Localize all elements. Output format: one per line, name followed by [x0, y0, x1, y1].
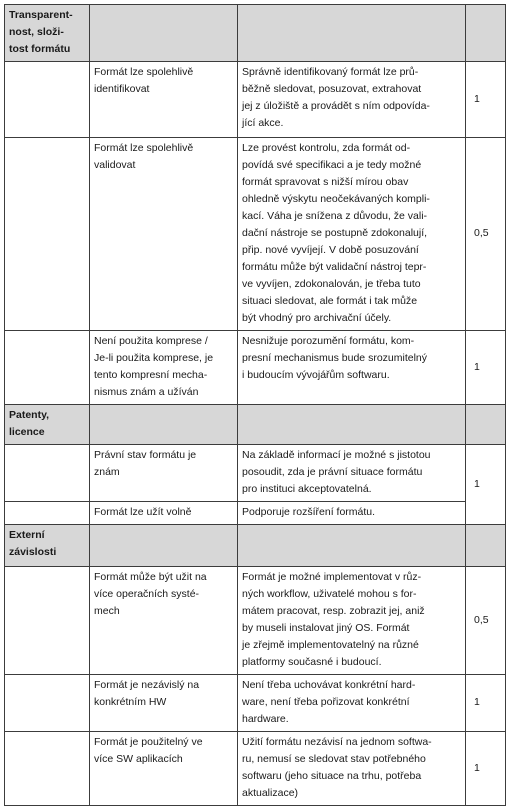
table-row [5, 675, 506, 732]
empty-cell [5, 331, 90, 405]
empty-cell [5, 62, 90, 138]
criterion-cell: Formát je nezávislý na konkrétním HW [90, 675, 238, 732]
score-cell: 1 [466, 331, 506, 405]
section-label: Patenty, licence [5, 405, 90, 445]
table-row [5, 502, 506, 525]
score-cell: 1 [466, 732, 506, 806]
description-cell: Formát je možné implementovat v růz- ných workflow, uživatelé mohou s for- mátem pracovat, resp. zobrazit jej, aniž by museli instalovat jiný OS. Formát je zřejmě implementovatelný na různé platformy současné i budoucí. [238, 567, 466, 675]
empty-cell [466, 405, 506, 445]
score-cell: 0,5 [466, 138, 506, 331]
empty-cell [238, 525, 466, 567]
description-cell: Na základě informací je možné s jistotou posoudit, zda je právní situace formátu pro instituci akceptovatelná. [238, 445, 466, 502]
empty-cell [5, 675, 90, 732]
criterion-cell: Formát lze spolehlivě identifikovat [90, 62, 238, 138]
table-row [5, 62, 506, 138]
table-row [5, 138, 506, 331]
section-row [5, 5, 506, 62]
empty-cell [5, 502, 90, 525]
empty-cell [466, 5, 506, 62]
criterion-cell: Formát může být užit na více operačních systé- mech [90, 567, 238, 675]
empty-cell [5, 732, 90, 806]
criterion-cell: Formát lze užít volně [90, 502, 238, 525]
table-body [5, 5, 506, 806]
format-criteria-table [4, 4, 506, 806]
empty-cell [238, 405, 466, 445]
section-row [5, 405, 506, 445]
table-row [5, 567, 506, 675]
table-row [5, 331, 506, 405]
criterion-cell: Není použita komprese / Je-li použita komprese, je tento kompresní mecha- nismus znám a užíván [90, 331, 238, 405]
score-cell: 1 [466, 445, 506, 525]
score-cell: 1 [466, 62, 506, 138]
criterion-cell: Formát je použitelný ve více SW aplikacích [90, 732, 238, 806]
empty-cell [90, 5, 238, 62]
criterion-cell: Formát lze spolehlivě validovat [90, 138, 238, 331]
empty-cell [90, 405, 238, 445]
description-cell: Podporuje rozšíření formátu. [238, 502, 466, 525]
criterion-cell: Právní stav formátu je znám [90, 445, 238, 502]
description-cell: Nesnižuje porozumění formátu, kom- presní mechanismus bude srozumitelný i budoucím vývojářům softwaru. [238, 331, 466, 405]
table-row [5, 445, 506, 502]
description-cell: Lze provést kontrolu, zda formát od- povídá své specifikaci a je tedy možné formát spravovat s nižší mírou obav ohledně výskytu neočekávaných kompli- kací. Váha je snížena z důvodu, že vali- dační nástroje se postupně zdokonalují, přip. nové vyvíjejí. V době posuzování formátu může být validační nástroj tepr- ve vyvíjen, zdokonalován, je třeba tuto situaci sledovat, ale formát i tak může být vhodný pro archivační účely. [238, 138, 466, 331]
empty-cell [90, 525, 238, 567]
table-row [5, 732, 506, 806]
empty-cell [238, 5, 466, 62]
score-cell: 0,5 [466, 567, 506, 675]
empty-cell [466, 525, 506, 567]
description-cell: Užití formátu nezávisí na jednom softwa- ru, nemusí se sledovat stav potřebného softwaru (jeho situace na trhu, potřeba aktualizace) [238, 732, 466, 806]
description-cell: Správně identifikovaný formát lze prů- běžně sledovat, posuzovat, extrahovat jej z úložiště a provádět s ním odpovída- jící akce. [238, 62, 466, 138]
score-cell: 1 [466, 675, 506, 732]
section-label: Externí závislosti [5, 525, 90, 567]
empty-cell [5, 138, 90, 331]
empty-cell [5, 567, 90, 675]
section-label: Transparent- nost, složi- tost formátu [5, 5, 90, 62]
description-cell: Není třeba uchovávat konkrétní hard- ware, není třeba pořizovat konkrétní hardware. [238, 675, 466, 732]
empty-cell [5, 445, 90, 502]
section-row [5, 525, 506, 567]
